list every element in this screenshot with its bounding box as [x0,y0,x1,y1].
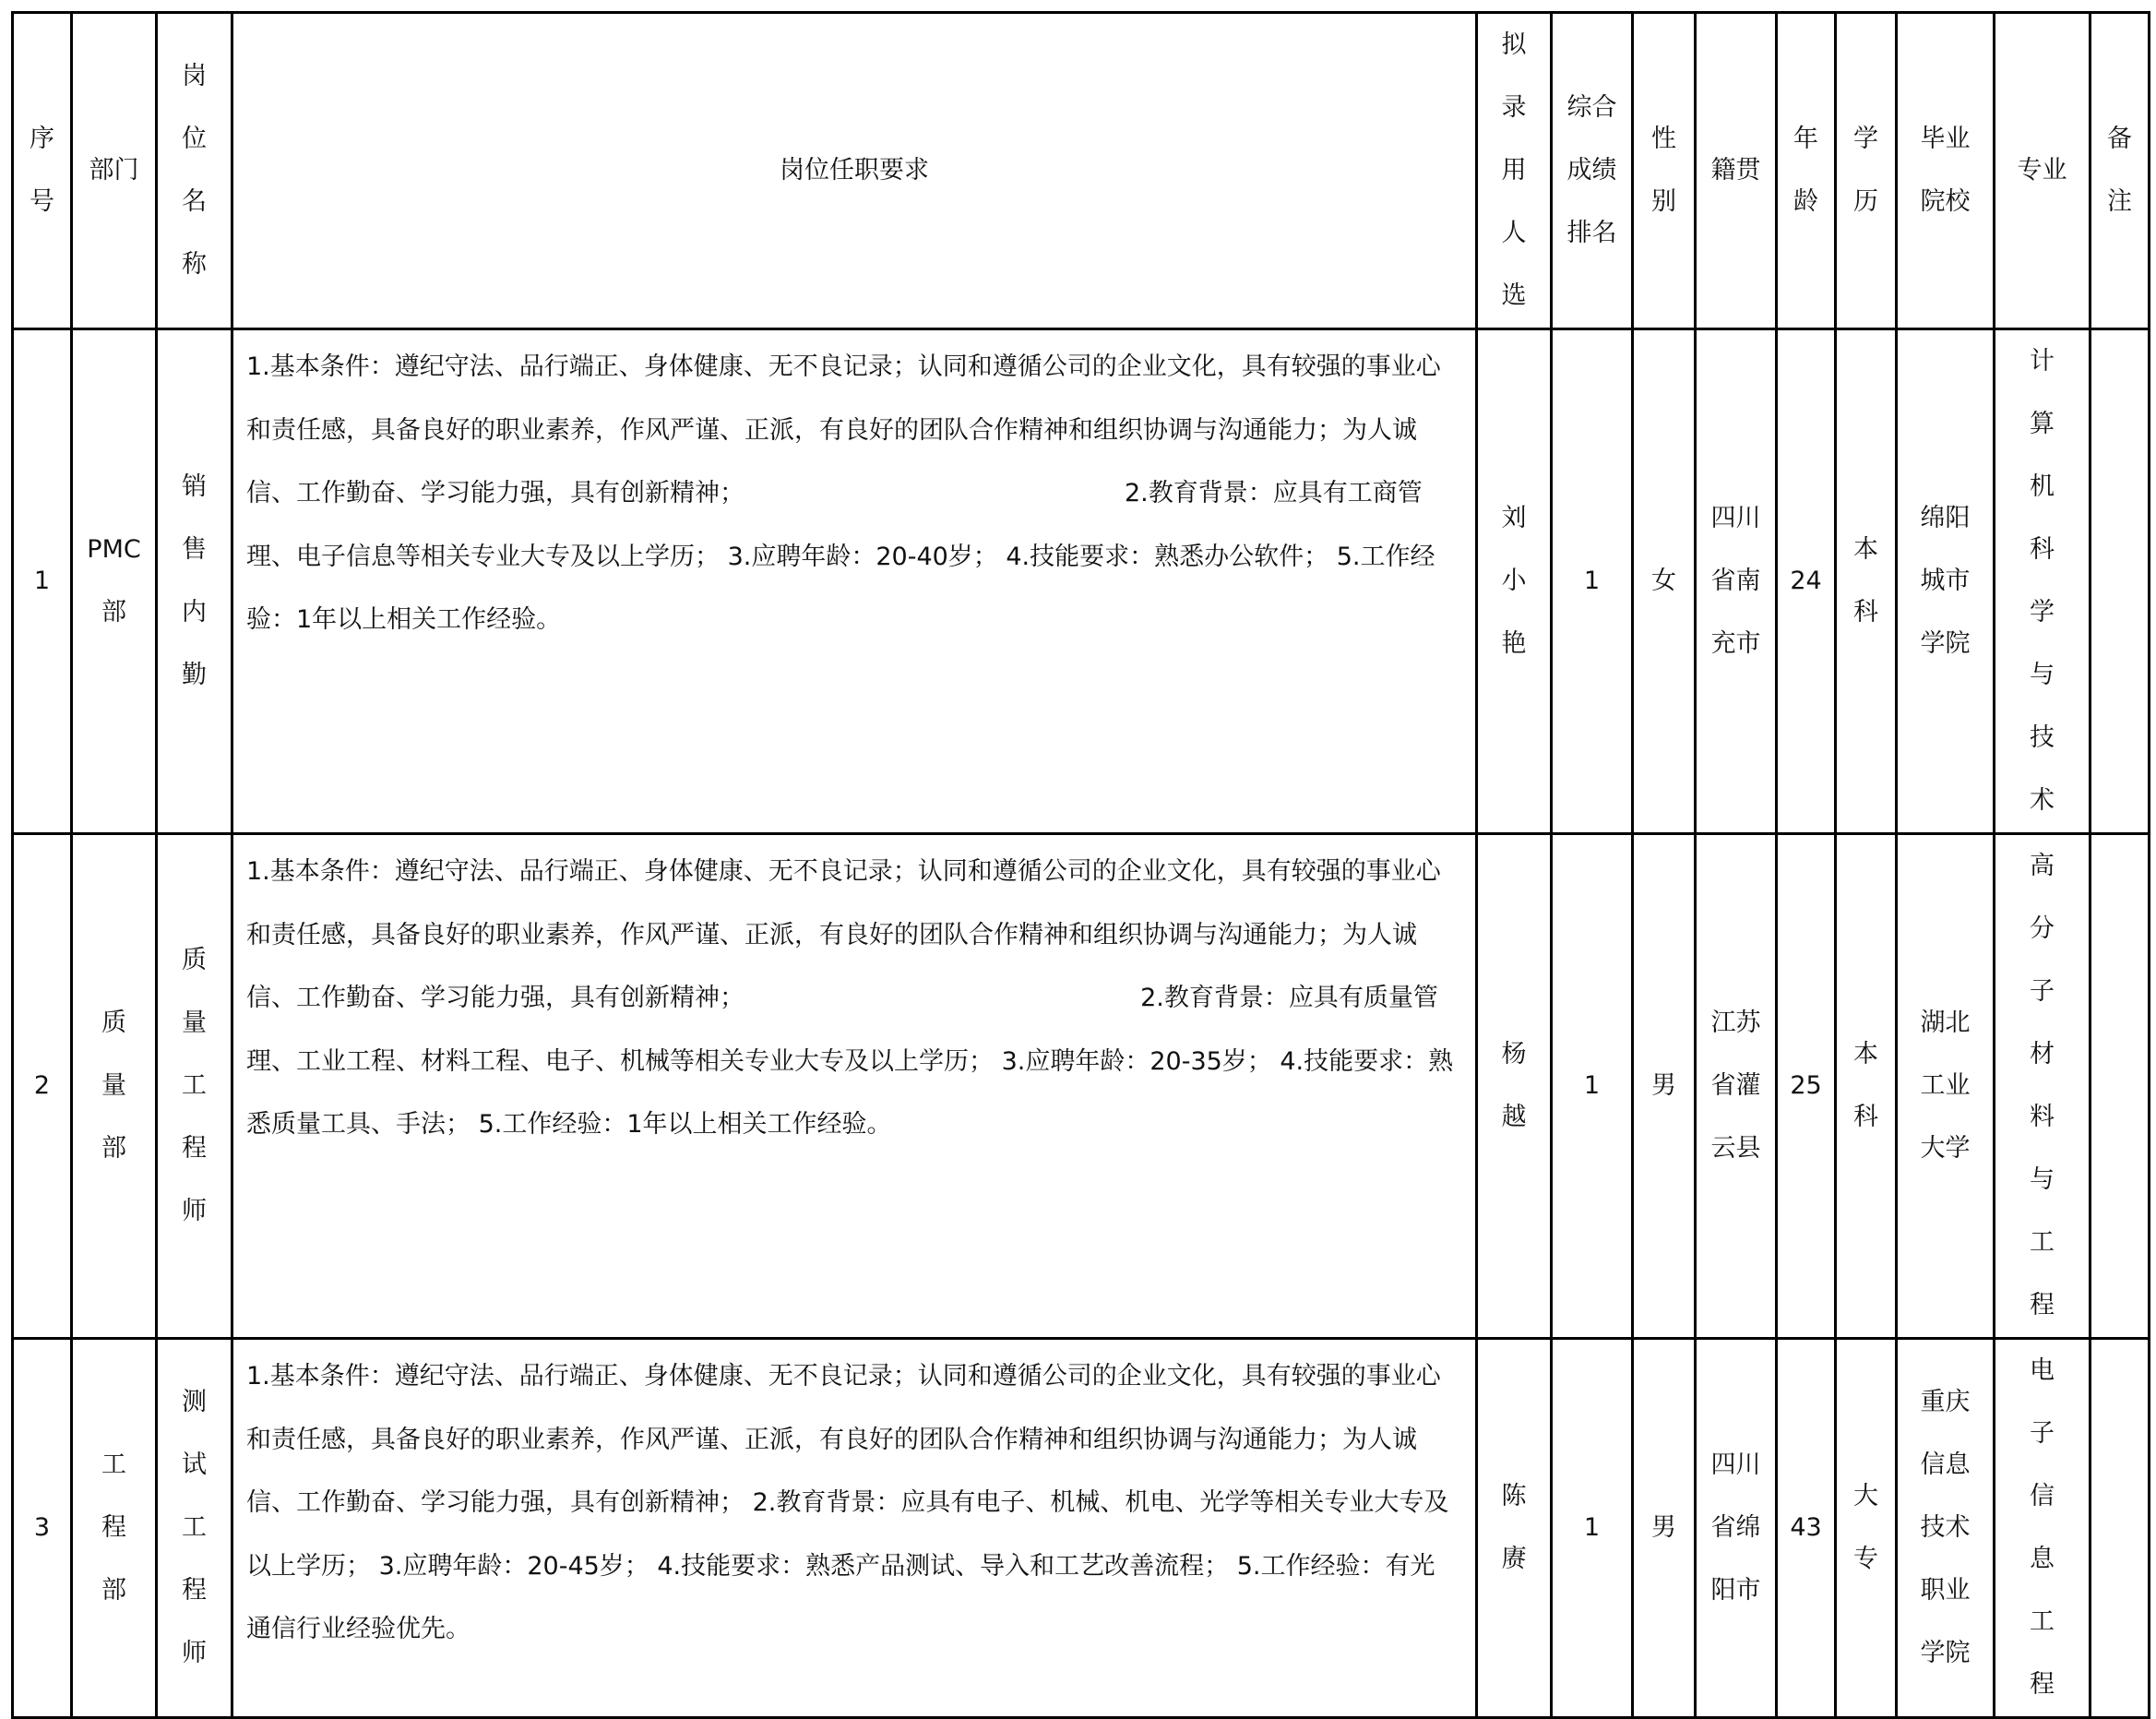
cell-origin: 四川省绵阳市 [1696,1339,1777,1718]
table-row [13,1339,2150,1718]
cell-remark [2090,1339,2150,1718]
cell-dept: PMC部 [72,329,157,834]
header-seq: 序号 [13,13,72,329]
header-remark: 备注 [2090,13,2150,329]
recruitment-table [11,11,2150,1719]
table-row [13,329,2150,834]
cell-position: 质量工程师 [157,834,232,1339]
cell-rank: 1 [1552,1339,1633,1718]
cell-candidate: 刘小艳 [1477,329,1552,834]
header-position: 岗位名称 [157,13,232,329]
header-rank: 综合成绩排名 [1552,13,1633,329]
header-education: 学历 [1836,13,1897,329]
cell-rank: 1 [1552,834,1633,1339]
header-requirements: 岗位任职要求 [232,13,1477,329]
cell-candidate: 杨越 [1477,834,1552,1339]
cell-dept: 工程部 [72,1339,157,1718]
cell-position: 测试工程师 [157,1339,232,1718]
cell-dept: 质量部 [72,834,157,1339]
header-gender: 性别 [1633,13,1696,329]
cell-age: 25 [1777,834,1836,1339]
cell-education: 本科 [1836,834,1897,1339]
cell-age: 24 [1777,329,1836,834]
cell-gender: 男 [1633,834,1696,1339]
header-row [13,13,2150,329]
cell-major: 计算机科学与技术 [1995,329,2090,834]
header-dept: 部门 [72,13,157,329]
cell-requirements: 1.基本条件：遵纪守法、品行端正、身体健康、无不良记录；认同和遵循公司的企业文化，具有较强的事业心和责任感，具备良好的职业素养，作风严谨、正派，有良好的团队合作精神和组织协调与沟通能力；为人诚信、工作勤奋、学习能力强，具有创新精神； 2.教育背景：应具有质量管理、工业工程、材料工程、电子、机械等相关专业大专及以上学历； 3.应聘年龄：20-35岁； 4.技能要求：熟悉质量工具、手法； 5.工作经验：1年以上相关工作经验。 [232,834,1477,1339]
cell-school: 绵阳城市学院 [1897,329,1995,834]
cell-origin: 四川省南充市 [1696,329,1777,834]
header-origin: 籍贯 [1696,13,1777,329]
cell-education: 本科 [1836,329,1897,834]
header-candidate: 拟录用人选 [1477,13,1552,329]
cell-major: 高分子材料与工程 [1995,834,2090,1339]
header-major: 专业 [1995,13,2090,329]
header-age: 年龄 [1777,13,1836,329]
cell-gender: 男 [1633,1339,1696,1718]
cell-seq: 1 [13,329,72,834]
cell-age: 43 [1777,1339,1836,1718]
cell-gender: 女 [1633,329,1696,834]
cell-remark [2090,834,2150,1339]
cell-seq: 2 [13,834,72,1339]
cell-seq: 3 [13,1339,72,1718]
cell-rank: 1 [1552,329,1633,834]
cell-requirements: 1.基本条件：遵纪守法、品行端正、身体健康、无不良记录；认同和遵循公司的企业文化，具有较强的事业心和责任感，具备良好的职业素养，作风严谨、正派，有良好的团队合作精神和组织协调与沟通能力；为人诚信、工作勤奋、学习能力强，具有创新精神； 2.教育背景：应具有工商管理、电子信息等相关专业大专及以上学历； 3.应聘年龄：20-40岁； 4.技能要求：熟悉办公软件； 5.工作经验：1年以上相关工作经验。 [232,329,1477,834]
cell-school: 重庆信息技术职业学院 [1897,1339,1995,1718]
cell-school: 湖北工业大学 [1897,834,1995,1339]
table-row [13,834,2150,1339]
cell-origin: 江苏省灌云县 [1696,834,1777,1339]
cell-major: 电子信息工程 [1995,1339,2090,1718]
cell-education: 大专 [1836,1339,1897,1718]
cell-position: 销售内勤 [157,329,232,834]
cell-candidate: 陈赓 [1477,1339,1552,1718]
header-school: 毕业院校 [1897,13,1995,329]
cell-remark [2090,329,2150,834]
cell-requirements: 1.基本条件：遵纪守法、品行端正、身体健康、无不良记录；认同和遵循公司的企业文化，具有较强的事业心和责任感，具备良好的职业素养，作风严谨、正派，有良好的团队合作精神和组织协调与沟通能力；为人诚信、工作勤奋、学习能力强，具有创新精神； 2.教育背景：应具有电子、机械、机电、光学等相关专业大专及以上学历； 3.应聘年龄：20-45岁； 4.技能要求：熟悉产品测试、导入和工艺改善流程； 5.工作经验：有光通信行业经验优先。 [232,1339,1477,1718]
